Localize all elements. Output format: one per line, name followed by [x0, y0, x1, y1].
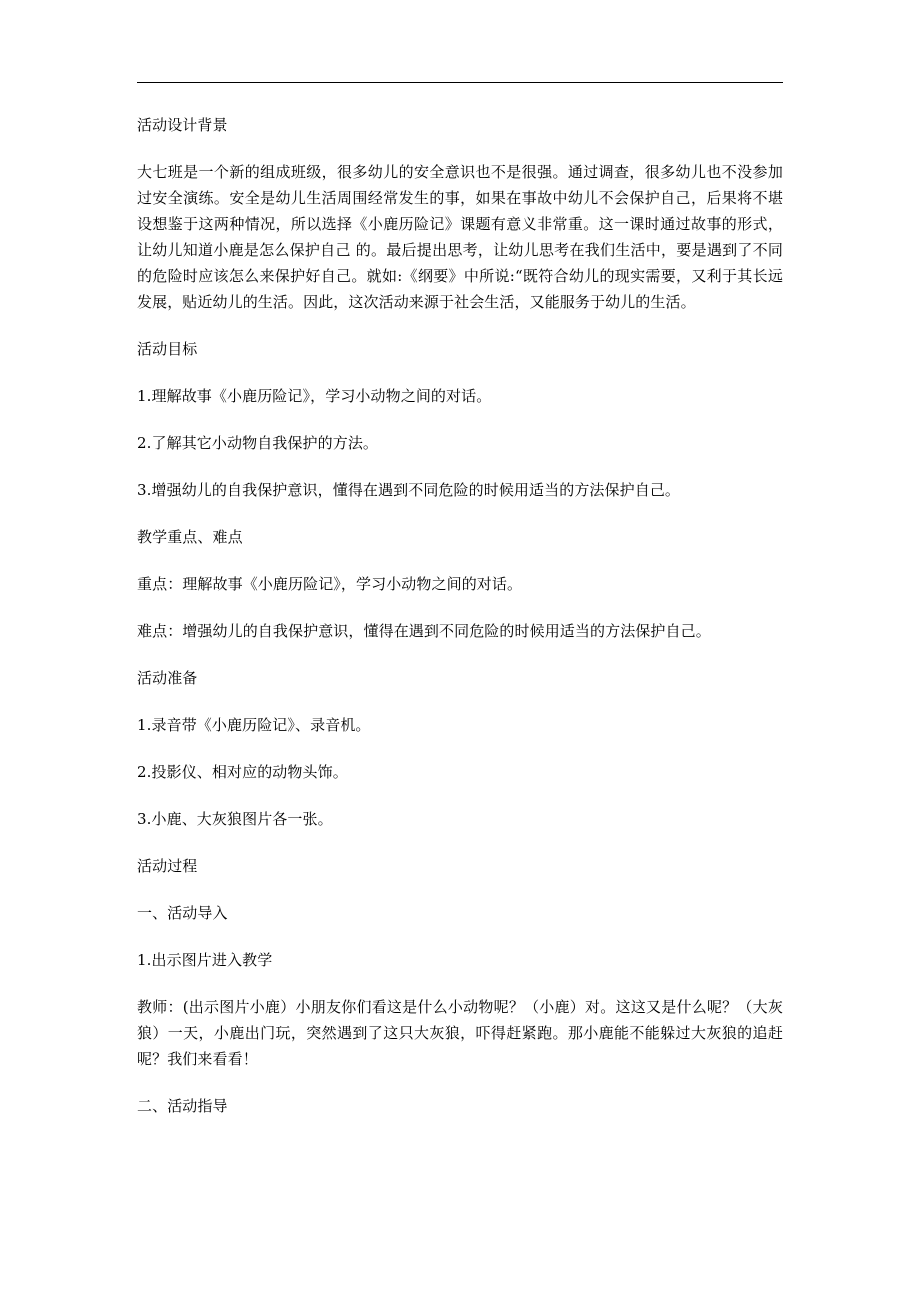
section-heading-background: 活动设计背景 — [137, 116, 228, 134]
section-heading-goals: 活动目标 — [137, 340, 198, 358]
preparation-item-2: 2.投影仪、相对应的动物头饰。 — [137, 763, 348, 781]
step-item-1: 1.出示图片进入教学 — [137, 951, 273, 969]
key-point-item: 重点：理解故事《小鹿历险记》，学习小动物之间的对话。 — [137, 575, 523, 593]
paragraph-background: 大七班是一个新的组成班级，很多幼儿的安全意识也不是很强。通过调查，很多幼儿也不没参加过安全演练。安全是幼儿生活周围经常发生的事，如果在事故中幼儿不会保护自己，后果将不堪设想鉴于这两种情况，所以选择《小鹿历险记》课题有意义非常重。这一课时通过故事的形式，让幼儿知道小鹿是怎么保护自己 的。最后提出思考，让幼儿思考在我们生活中，要是遇到了不同的危险时应该怎么来保护好自己。就如:《纲要》中所说:“既符合幼儿的现实需要，又利于其长远发展，贴近幼儿的生活。因此，这次活动来源于社会生活，又能服务于幼儿的生活。 — [137, 163, 783, 311]
subheading-guidance: 二、活动指导 — [137, 1097, 228, 1115]
header-rule — [137, 82, 783, 83]
section-heading-preparation: 活动准备 — [137, 669, 198, 687]
section-heading-key-points: 教学重点、难点 — [137, 528, 243, 546]
subheading-introduction: 一、活动导入 — [137, 904, 228, 922]
preparation-item-3: 3.小鹿、大灰狼图片各一张。 — [137, 810, 333, 828]
preparation-item-1: 1.录音带《小鹿历险记》、录音机。 — [137, 716, 371, 734]
goal-item-1: 1.理解故事《小鹿历险记》，学习小动物之间的对话。 — [137, 387, 492, 405]
paragraph-teacher-dialogue: 教师：(出示图片小鹿）小朋友你们看这是什么小动物呢？（小鹿）对。这这又是什么呢？（大灰狼）一天，小鹿出门玩，突然遇到了这只大灰狼，吓得赶紧跑。那小鹿能不能躲过大灰狼的追赶呢？我们来看看！ — [137, 998, 783, 1068]
section-heading-process: 活动过程 — [137, 857, 198, 875]
goal-item-3: 3.增强幼儿的自我保护意识，懂得在遇到不同危险的时候用适当的方法保护自己。 — [137, 481, 681, 499]
document-body — [137, 112, 783, 1140]
goal-item-2: 2.了解其它小动物自我保护的方法。 — [137, 434, 379, 452]
difficulty-item: 难点：增强幼儿的自我保护意识，懂得在遇到不同危险的时候用适当的方法保护自己。 — [137, 622, 711, 640]
